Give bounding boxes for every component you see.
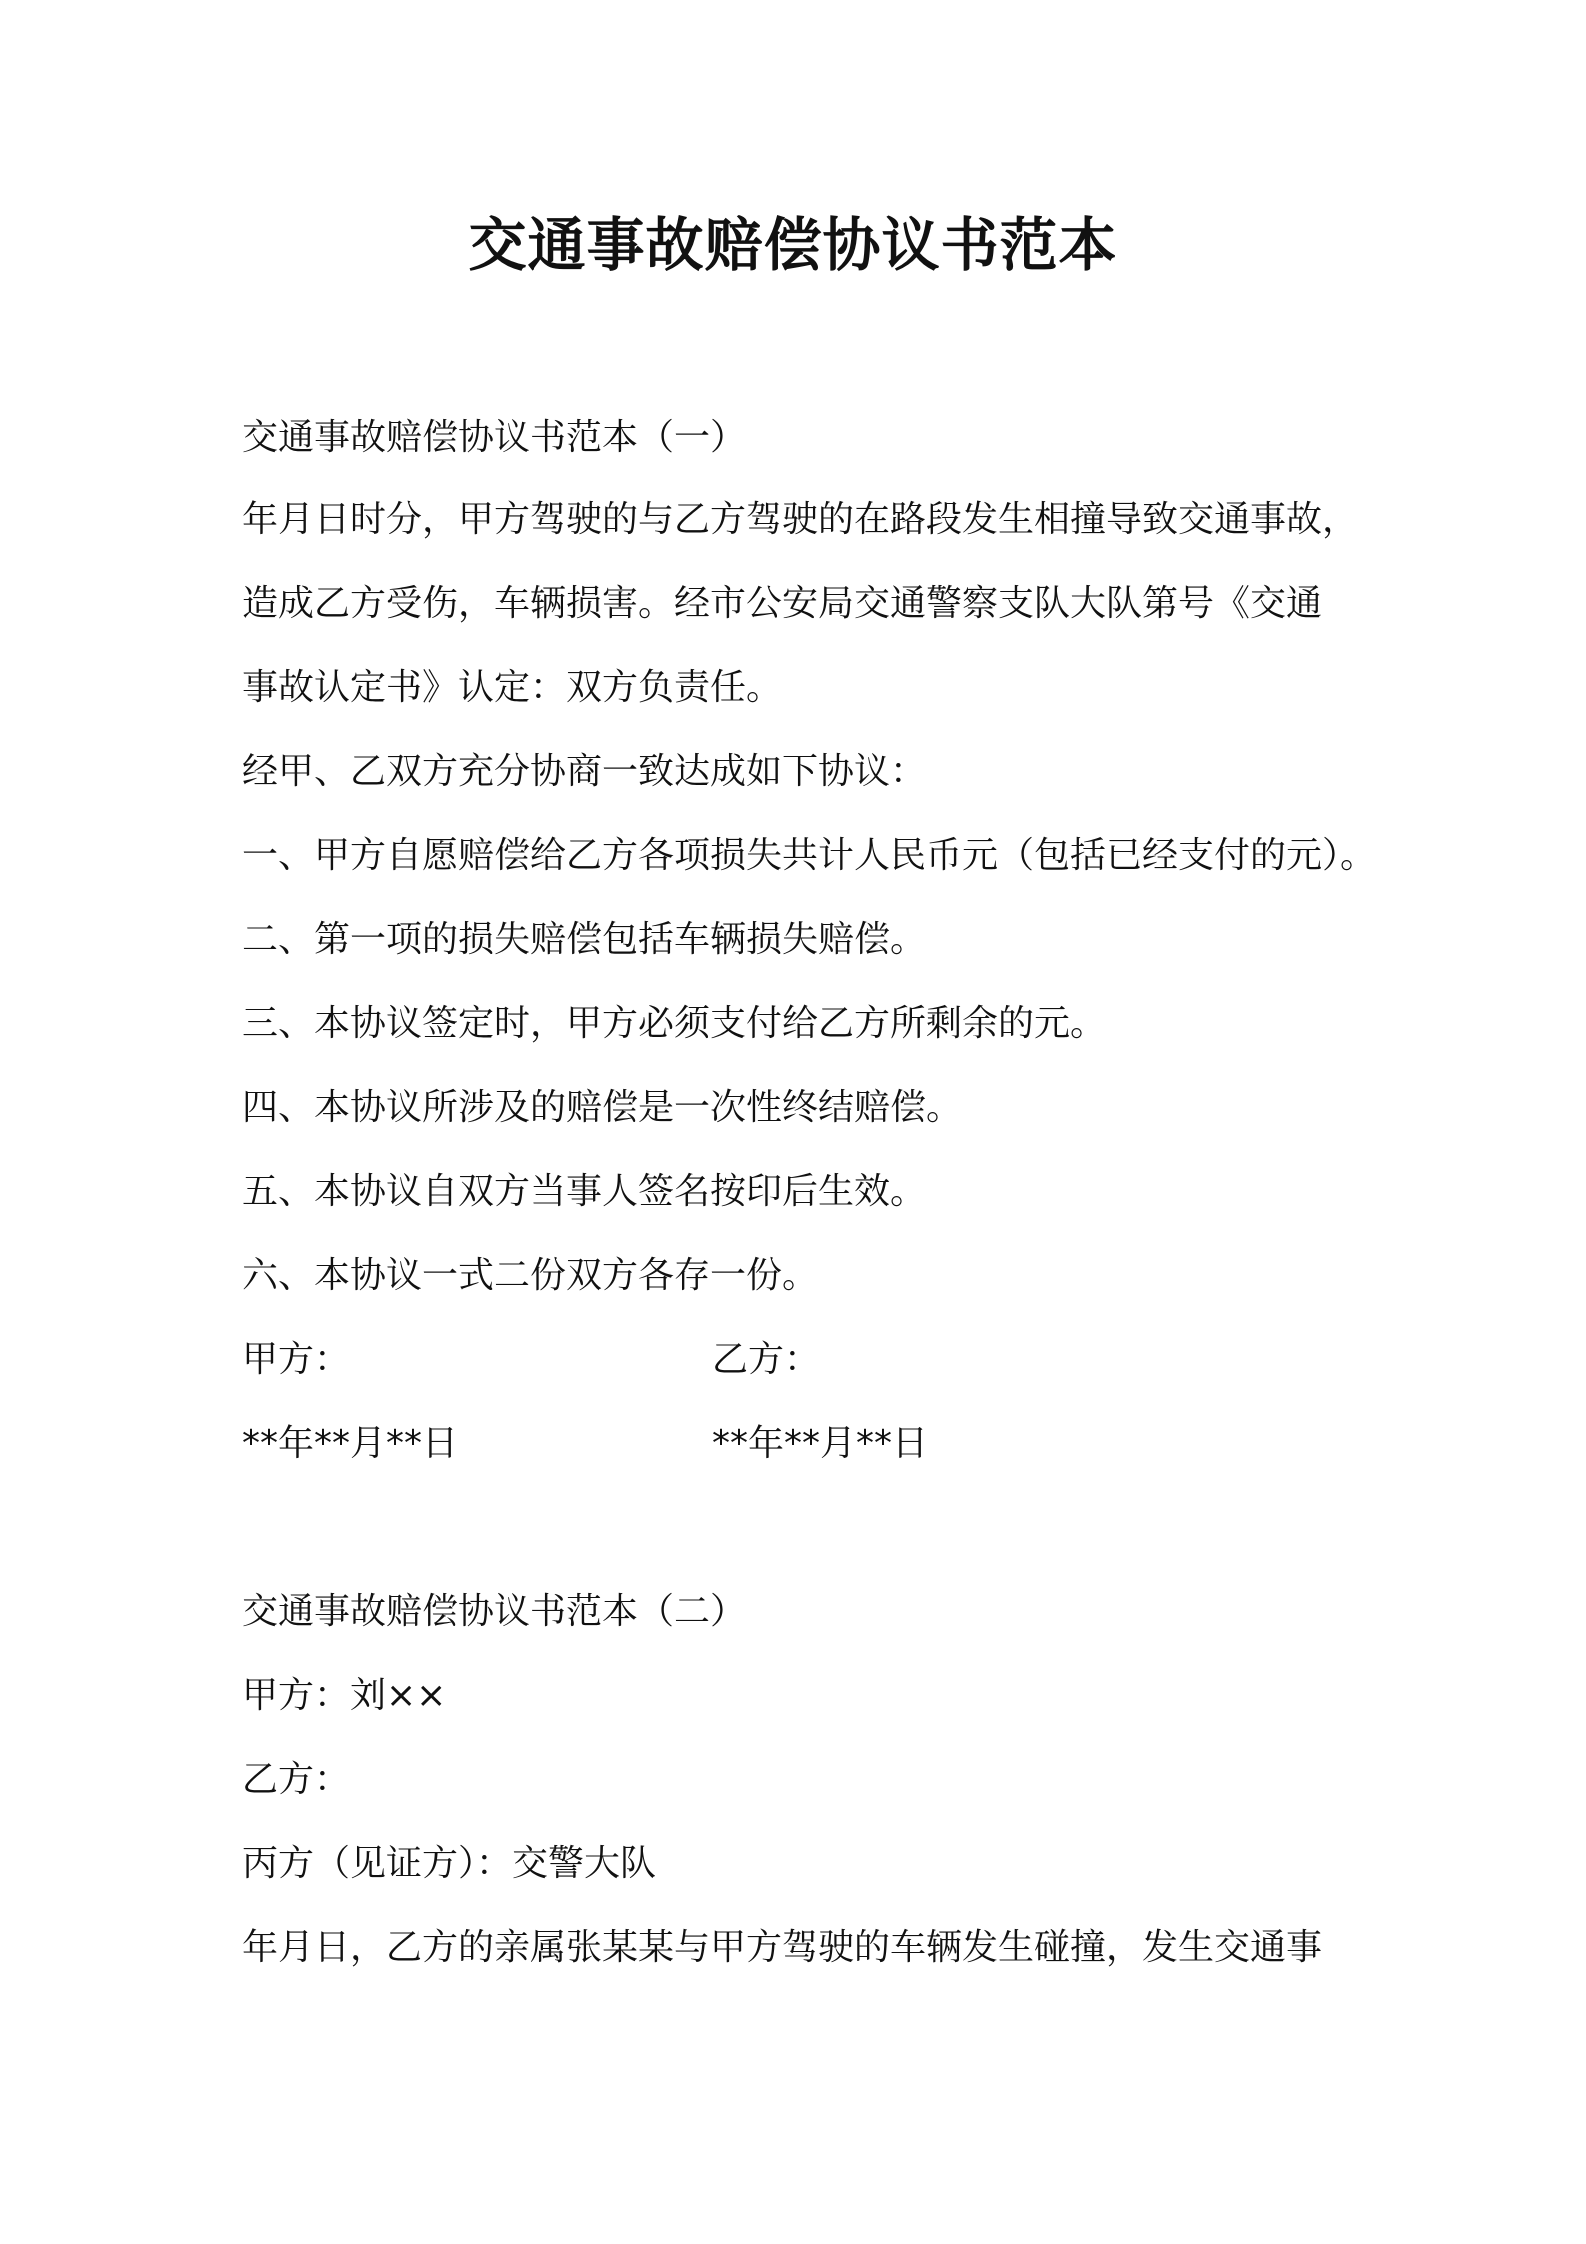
section1-paragraph-line: 年月日时分，甲方驾驶的与乙方驾驶的在路段发生相撞导致交通事故， <box>242 499 1359 540</box>
section2-heading: 交通事故赔偿协议书范本（二） <box>242 1591 747 1632</box>
section1-clause-1: 一、甲方自愿赔偿给乙方各项损失共计人民币元（包括已经支付的元）。 <box>242 835 1377 876</box>
section1-clause-2: 二、第一项的损失赔偿包括车辆损失赔偿。 <box>242 919 927 960</box>
section1-paragraph-line: 造成乙方受伤，车辆损害。经市公安局交通警察支队大队第号《交通 <box>242 583 1323 624</box>
section2-party-c: 丙方（见证方）：交警大队 <box>242 1843 657 1884</box>
section1-clause-4: 四、本协议所涉及的赔偿是一次性终结赔偿。 <box>242 1087 963 1128</box>
section1-paragraph-line: 事故认定书》认定：双方负责任。 <box>242 667 783 708</box>
document-title: 交通事故赔偿协议书范本 <box>468 211 1118 279</box>
section1-heading: 交通事故赔偿协议书范本（一） <box>242 417 747 458</box>
section2-paragraph-line: 年月日，乙方的亲属张某某与甲方驾驶的车辆发生碰撞，发生交通事 <box>242 1927 1323 1968</box>
section1-clause-5: 五、本协议自双方当事人签名按印后生效。 <box>242 1171 927 1212</box>
section1-paragraph-line: 经甲、乙双方充分协商一致达成如下协议： <box>242 751 927 792</box>
party-a-date: **年**月**日 <box>242 1423 459 1464</box>
section2-party-a: 甲方：刘×× <box>242 1675 447 1716</box>
party-b-date: **年**月**日 <box>712 1423 929 1464</box>
party-b-label: 乙方： <box>712 1339 821 1380</box>
party-a-label: 甲方： <box>242 1339 351 1380</box>
section2-party-b: 乙方： <box>242 1759 351 1800</box>
section1-clause-3: 三、本协议签定时，甲方必须支付给乙方所剩余的元。 <box>242 1003 1107 1044</box>
section1-clause-6: 六、本协议一式二份双方各存一份。 <box>242 1255 819 1296</box>
